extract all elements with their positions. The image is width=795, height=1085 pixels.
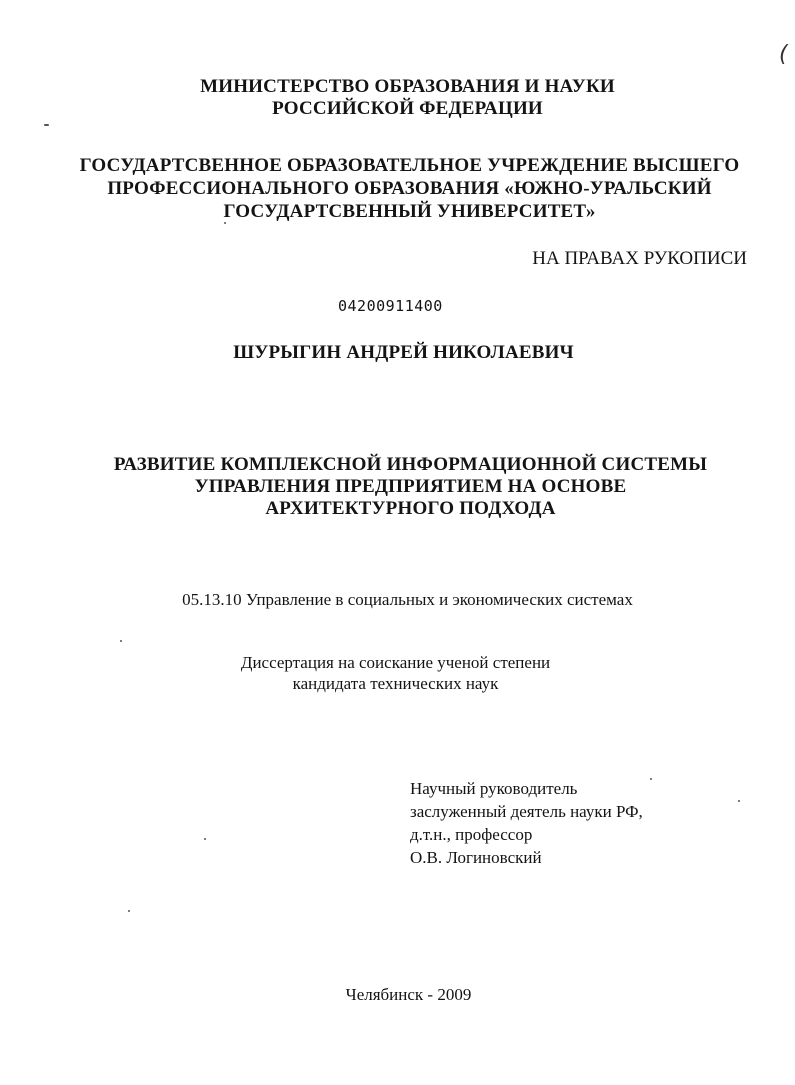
title-line-3: АРХИТЕКТУРНОГО ПОДХОДА [265,498,556,519]
institution-line-2: ПРОФЕССИОНАЛЬНОГО ОБРАЗОВАНИЯ «ЮЖНО-УРАЛЬСКИЙ [107,178,712,199]
registration-code: 04200911400 [338,297,443,315]
author-name: ШУРЫГИН АНДРЕЙ НИКОЛАЕВИЧ [233,342,574,363]
scan-speck [128,910,130,912]
scan-speck [120,640,122,642]
supervisor-line-3: д.т.н., профессор [410,825,533,844]
corner-mark: ( [779,42,788,67]
institution-line-3: ГОСУДАРТСВЕННЫЙ УНИВЕРСИТЕТ» [223,201,596,222]
title-line-1: РАЗВИТИЕ КОМПЛЕКСНОЙ ИНФОРМАЦИОННОЙ СИСТЕМЫ [113,454,708,475]
scan-speck [44,124,49,126]
scan-speck [204,838,206,840]
scan-speck [224,222,226,224]
scan-speck [650,778,652,780]
degree-line-1: Диссертация на соискание ученой степени [240,653,551,672]
supervisor-line-1: Научный руководитель [410,779,578,798]
ministry-line-2: РОССИЙСКОЙ ФЕДЕРАЦИИ [272,98,543,119]
dissertation-title [13,454,795,520]
supervisor-line-4: О.В. Логиновский [410,848,542,867]
city-year: Челябинск - 2009 [345,985,472,1004]
scan-speck [738,800,740,802]
institution-line-1: ГОСУДАРТСВЕННОЕ ОБРАЗОВАТЕЛЬНОЕ УЧРЕЖДЕНИЕ ВЫСШЕГО [79,155,740,176]
ministry-line-1: МИНИСТЕРСТВО ОБРАЗОВАНИЯ И НАУКИ [200,76,615,97]
rights-note: НА ПРАВАХ РУКОПИСИ [532,248,747,269]
degree-statement [0,652,793,694]
title-line-2: УПРАВЛЕНИЯ ПРЕДПРИЯТИЕМ НА ОСНОВЕ [194,476,627,497]
institution-header [12,154,795,223]
degree-line-2: кандидата технических наук [292,674,499,693]
supervisor-line-2: заслуженный деятель науки РФ, [410,802,643,821]
supervisor-block [410,777,643,869]
ministry-header [10,76,795,120]
specialty-code: 05.13.10 Управление в социальных и экономических системах [182,590,633,609]
